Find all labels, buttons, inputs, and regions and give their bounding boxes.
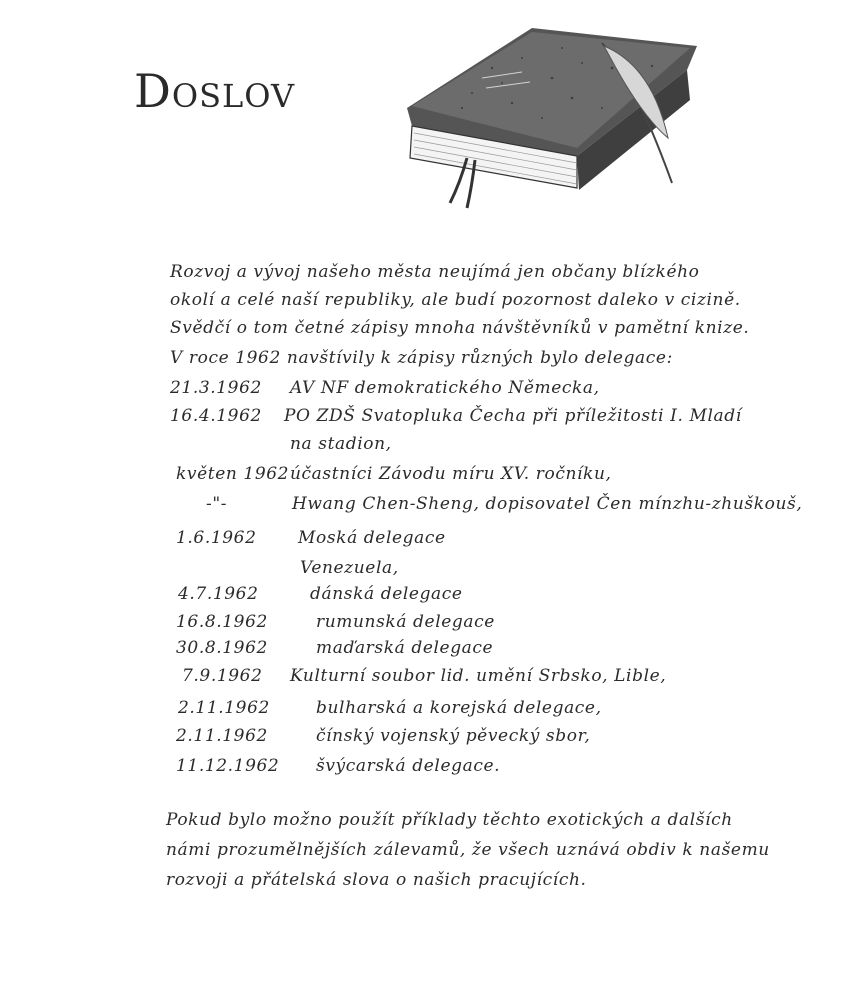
- entry-text: maďarská delegace: [316, 638, 494, 658]
- entry-date: 16.8.1962: [176, 612, 268, 632]
- entry-row: [0, 638, 850, 664]
- entry-text: AV NF demokratického Německa,: [290, 378, 600, 398]
- entry-row: [0, 464, 850, 490]
- entry-text: na stadion,: [290, 434, 392, 454]
- entry-text: účastníci Závodu míru XV. ročníku,: [290, 464, 612, 484]
- entry-text: rumunská delegace: [316, 612, 495, 632]
- entry-row: [0, 494, 850, 520]
- entry-date: 11.12.1962: [176, 756, 280, 776]
- entry-row: [0, 726, 850, 752]
- entry-row: [0, 406, 850, 432]
- entry-date: -"-: [206, 494, 228, 514]
- entry-text: bulharská a korejská delegace,: [316, 698, 602, 718]
- entry-text: Moská delegace: [298, 528, 446, 548]
- entry-row: [0, 612, 850, 638]
- page-title: Doslov: [134, 64, 296, 118]
- entry-row: [0, 378, 850, 404]
- entry-date: 2.11.1962: [176, 726, 268, 746]
- entry-row: [0, 698, 850, 724]
- entry-row: [0, 666, 850, 692]
- entry-date: 30.8.1962: [176, 638, 268, 658]
- document-page: Doslov Rozvoj a vývoj našeho města neujímá jen občany blízkého okolí a celé naší republiky, ale budí pozornost daleko v cizině. Svědčí o tom četné zápisy mnoha návštěvníků v pamětní knize. V roce 1962 navštívily k zápisy různých bylo delegace: 21.3.1962 AV NF demokratického Německa, 16.4.1962 PO ZDŠ Svatopluka Čecha při příležitosti I. Mladí na stadion, květen 1962 účastníci Závodu míru XV. ročníku, -"- Hwang Chen-Sheng, dopisovatel Čen mínzhu-zhuškouš, 1.6.1962 Moská delegace Venezuela, 4.7.1962 dánská delegace 16.8.1962 rumunská delegace 30.8.1962 maďarská delegace 7.9.1962 Kulturní soubor lid. umění Srbsko, Lible, 2.11.1962 bulharská a korejská delegace, 2.11.1962 čínský vojenský pěvecký sbor, 11.12.1962 švýcarská delegace. Pokud bylo možno použít příklady těchto exotických a dalších námi prozumělnějších zálevamů, že všech uznává obdiv k našemu rozvoji a přátelská slova o našich pracujících.: [0, 0, 850, 1008]
- entry-text: Kulturní soubor lid. umění Srbsko, Lible,: [290, 666, 667, 686]
- entry-date: 16.4.1962: [170, 406, 262, 426]
- entry-row: [0, 756, 850, 782]
- entry-text: dánská delegace: [310, 584, 463, 604]
- entry-row: [0, 558, 850, 584]
- entry-date: květen 1962: [176, 464, 290, 484]
- entry-date: 1.6.1962: [176, 528, 257, 548]
- entry-text: Venezuela,: [300, 558, 399, 578]
- entry-text: Hwang Chen-Sheng, dopisovatel Čen mínzhu-zhuškouš,: [292, 494, 803, 514]
- entry-date: 7.9.1962: [182, 666, 263, 686]
- entry-text: čínský vojenský pěvecký sbor,: [316, 726, 591, 746]
- entry-text: švýcarská delegace.: [316, 756, 501, 776]
- entry-date: 4.7.1962: [178, 584, 259, 604]
- entry-date: 2.11.1962: [178, 698, 270, 718]
- entry-row: [0, 584, 850, 610]
- entry-row: [0, 434, 850, 460]
- entry-date: 21.3.1962: [170, 378, 262, 398]
- entry-row: [0, 528, 850, 554]
- entry-text: PO ZDŠ Svatopluka Čecha při příležitosti I. Mladí: [284, 406, 742, 426]
- book-with-quill-icon: [372, 8, 702, 218]
